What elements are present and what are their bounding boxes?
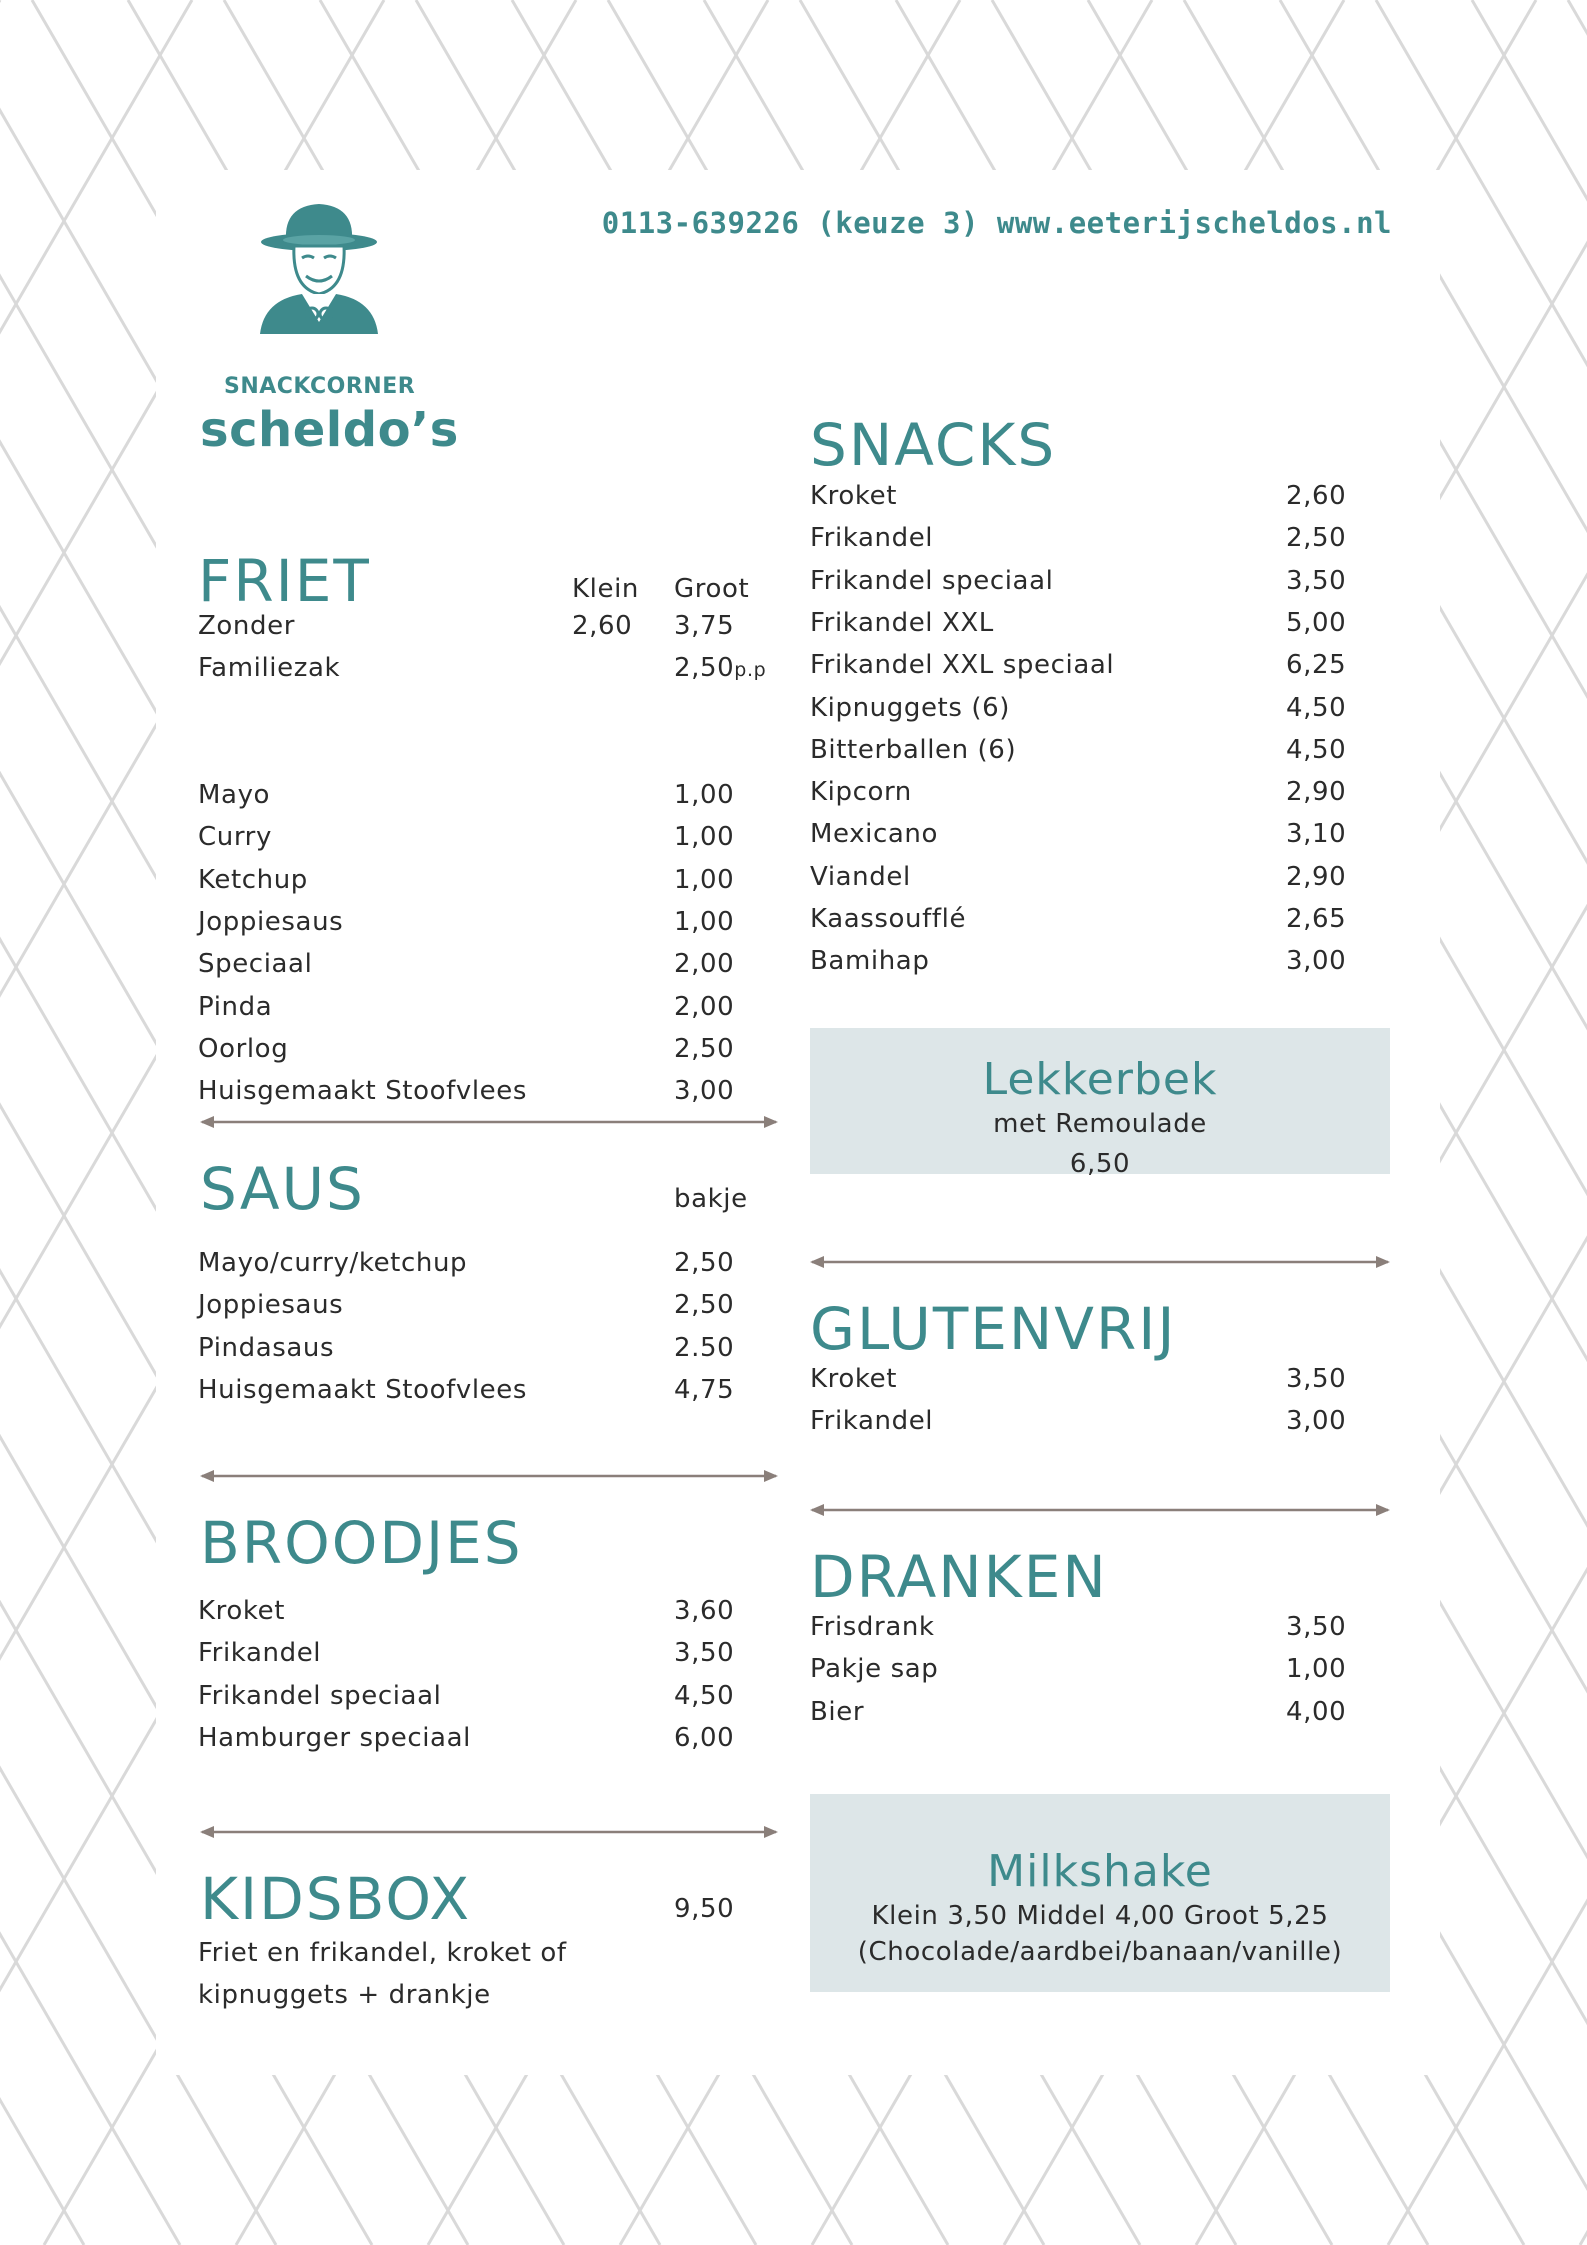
- menu-item-price: 2,90: [1286, 861, 1347, 892]
- menu-item-label: Kroket: [810, 1364, 897, 1394]
- menu-item-price: 1,00: [674, 906, 735, 937]
- lekkerbek-price: 6,50: [1069, 1149, 1131, 1179]
- dranken-title: DRANKEN: [810, 1543, 1108, 1611]
- divider-arrow: [808, 1252, 1392, 1272]
- menu-item-label: Frikandel: [810, 1406, 934, 1437]
- friet-col-small: Klein: [572, 574, 639, 604]
- menu-item-label: Viandel: [810, 861, 911, 892]
- menu-item-label: Pakje sap: [810, 1654, 939, 1685]
- lekkerbek-subtitle: met Remoulade: [993, 1109, 1207, 1139]
- menu-item-price-large: 3,75: [674, 611, 735, 641]
- brand-tagline: SNACKCORNER: [224, 374, 416, 399]
- menu-item-label: Kipnuggets (6): [810, 692, 1010, 723]
- menu-item-price: 2,50: [674, 1290, 735, 1321]
- divider-arrow: [198, 1822, 780, 1842]
- menu-item-price: 3,50: [1286, 1612, 1347, 1642]
- menu-item-row: [198, 901, 794, 943]
- menu-item-label: Frikandel XXL speciaal: [810, 650, 1115, 681]
- pattern-line: [0, 0, 180, 2245]
- menu-item-price: 2,00: [674, 949, 735, 980]
- menu-item-row: [810, 1648, 1406, 1690]
- menu-item-row: [810, 1606, 1406, 1648]
- menu-item-label: Hamburger speciaal: [198, 1722, 471, 1753]
- menu-item-price: 1,00: [1286, 1654, 1347, 1685]
- menu-item-label: Frikandel: [810, 523, 934, 554]
- menu-item-price: 2,50: [674, 1033, 735, 1064]
- menu-item-label: Familiezak: [198, 653, 341, 684]
- menu-item-label: Zonder: [198, 611, 295, 641]
- menu-item-price: 4,75: [674, 1374, 735, 1405]
- menu-item-label: Joppiesaus: [198, 906, 344, 937]
- menu-item-price: 3,00: [1286, 946, 1347, 977]
- menu-item-row: [810, 560, 1406, 602]
- menu-item-price: 4,00: [1286, 1696, 1347, 1727]
- menu-item-label: Kipcorn: [810, 777, 912, 808]
- friet-col-large: Groot: [674, 574, 750, 604]
- contact-info: 0113-639226 (keuze 3) www.eeterijscheldos.nl: [601, 206, 1392, 240]
- price-suffix: p.p: [734, 659, 767, 682]
- kidsbox-desc-line2: kipnuggets + drankje: [198, 1980, 491, 2010]
- menu-item-row: [198, 1242, 794, 1284]
- lekkerbek-title: Lekkerbek: [982, 1054, 1218, 1105]
- menu-item-row: [810, 644, 1406, 686]
- menu-item-label: Kaassoufflé: [810, 904, 967, 934]
- menu-item-price: 5,00: [1286, 607, 1347, 638]
- broodjes-title: BROODJES: [200, 1509, 523, 1577]
- menu-item-label: Oorlog: [198, 1033, 289, 1064]
- menu-item-row: [198, 986, 794, 1028]
- milkshake-title: Milkshake: [987, 1846, 1213, 1897]
- saus-col: bakje: [674, 1184, 748, 1214]
- milkshake-sizes: Klein 3,50 Middel 4,00 Groot 5,25: [871, 1901, 1329, 1931]
- menu-item-price: 3,50: [1286, 1364, 1347, 1394]
- menu-item-row: [810, 602, 1406, 644]
- menu-item-label: Huisgemaakt Stoofvlees: [198, 1076, 528, 1107]
- menu-item-label: Bitterballen (6): [810, 734, 1017, 765]
- menu-item-row: [810, 771, 1406, 813]
- kidsbox-title: KIDSBOX: [200, 1865, 472, 1933]
- menu-item-row: [810, 475, 1406, 517]
- menu-item-label: Frisdrank: [810, 1612, 935, 1642]
- menu-item-price: 3,00: [674, 1076, 735, 1107]
- menu-item-price: 6,00: [674, 1722, 735, 1753]
- menu-item-label: Joppiesaus: [198, 1290, 344, 1321]
- divider-arrow: [198, 1112, 780, 1132]
- glutenvrij-title: GLUTENVRIJ: [810, 1295, 1177, 1363]
- menu-item-label: Curry: [198, 822, 272, 853]
- menu-item-price: 2,50: [674, 1248, 735, 1278]
- menu-item-price: 1,00: [674, 780, 735, 810]
- menu-item-label: Pindasaus: [198, 1332, 335, 1363]
- menu-item-price: 4,50: [1286, 734, 1347, 765]
- menu-item-label: Bamihap: [810, 946, 930, 977]
- kidsbox-price: 9,50: [674, 1894, 735, 1924]
- menu-item-label: Huisgemaakt Stoofvlees: [198, 1374, 528, 1405]
- divider-arrow: [808, 1500, 1392, 1520]
- menu-item-row: [810, 1400, 1406, 1442]
- menu-item-price: 1,00: [674, 864, 735, 895]
- menu-item-label: Frikandel speciaal: [198, 1680, 442, 1711]
- menu-item-row: [198, 1369, 794, 1411]
- menu-item-label: Mayo/curry/ketchup: [198, 1248, 468, 1278]
- menu-item-row: [810, 940, 1406, 982]
- milkshake-box: [810, 1794, 1390, 1992]
- menu-item-price: 2,50: [1286, 523, 1347, 554]
- menu-item-label: Bier: [810, 1696, 865, 1727]
- menu-item-price: 3,00: [1286, 1406, 1347, 1437]
- menu-item-label: Frikandel XXL: [810, 607, 994, 638]
- menu-item-row: [810, 1691, 1406, 1733]
- menu-item-label: Kroket: [810, 481, 897, 511]
- menu-item-label: Ketchup: [198, 864, 308, 895]
- menu-card: [156, 170, 1440, 2075]
- saus-title: SAUS: [200, 1155, 365, 1223]
- menu-item-label: Mexicano: [810, 819, 938, 850]
- snacks-title: SNACKS: [810, 411, 1057, 479]
- menu-item-price: 4,50: [674, 1680, 735, 1711]
- menu-item-price-small: 2,60: [572, 611, 633, 641]
- menu-item-price: 2,00: [674, 991, 735, 1022]
- menu-item-row: [810, 517, 1406, 559]
- divider-arrow: [198, 1466, 780, 1486]
- mascot-logo-icon: [254, 196, 384, 336]
- menu-item-row: [198, 943, 794, 985]
- menu-item-label: Kroket: [198, 1596, 285, 1626]
- menu-item-row: [198, 859, 794, 901]
- menu-item-row: [198, 1028, 794, 1070]
- menu-item-price: 3,50: [1286, 565, 1347, 596]
- menu-item-price: 6,25: [1286, 650, 1347, 681]
- menu-item-row: [810, 898, 1406, 940]
- menu-item-price: 2.50: [674, 1332, 735, 1363]
- menu-item-price: 3,10: [1286, 819, 1347, 850]
- menu-item-row: [198, 647, 798, 689]
- menu-item-row: [810, 729, 1406, 771]
- menu-item-row: [198, 1590, 794, 1632]
- menu-item-price: 2,65: [1286, 904, 1347, 934]
- menu-item-label: Mayo: [198, 780, 271, 810]
- pattern-line: [0, 0, 84, 2245]
- menu-item-price: 2,90: [1286, 777, 1347, 808]
- friet-title: FRIET: [198, 547, 371, 615]
- menu-item-row: [198, 1675, 794, 1717]
- menu-item-label: Speciaal: [198, 949, 313, 980]
- kidsbox-desc-line1: Friet en frikandel, kroket of: [198, 1938, 567, 1968]
- menu-item-price: 1,00: [674, 822, 735, 853]
- menu-item-row: [810, 687, 1406, 729]
- menu-item-row: [198, 1632, 794, 1674]
- menu-item-row: [198, 1284, 794, 1326]
- menu-item-row: [198, 605, 798, 647]
- menu-item-row: [198, 1717, 794, 1759]
- lekkerbek-box: [810, 1028, 1390, 1179]
- menu-item-label: Pinda: [198, 991, 273, 1022]
- menu-item-price: 3,60: [674, 1596, 735, 1626]
- menu-item-row: [198, 816, 794, 858]
- milkshake-flavours: (Chocolade/aardbei/banaan/vanille): [857, 1937, 1343, 1967]
- menu-item-row: [198, 1070, 794, 1112]
- menu-item-price: 4,50: [1286, 692, 1347, 723]
- menu-item-row: [810, 1358, 1406, 1400]
- menu-item-row: [810, 856, 1406, 898]
- menu-item-row: [198, 774, 794, 816]
- menu-item-row: [810, 813, 1406, 855]
- menu-item-price: 2,60: [1286, 481, 1347, 511]
- brand-name: scheldo’s: [200, 402, 459, 458]
- menu-item-price: 3,50: [674, 1638, 735, 1669]
- menu-item-label: Frikandel speciaal: [810, 565, 1054, 596]
- menu-item-row: [198, 1327, 794, 1369]
- menu-item-label: Frikandel: [198, 1638, 322, 1669]
- menu-item-price-large: 2,50p.p: [674, 653, 767, 684]
